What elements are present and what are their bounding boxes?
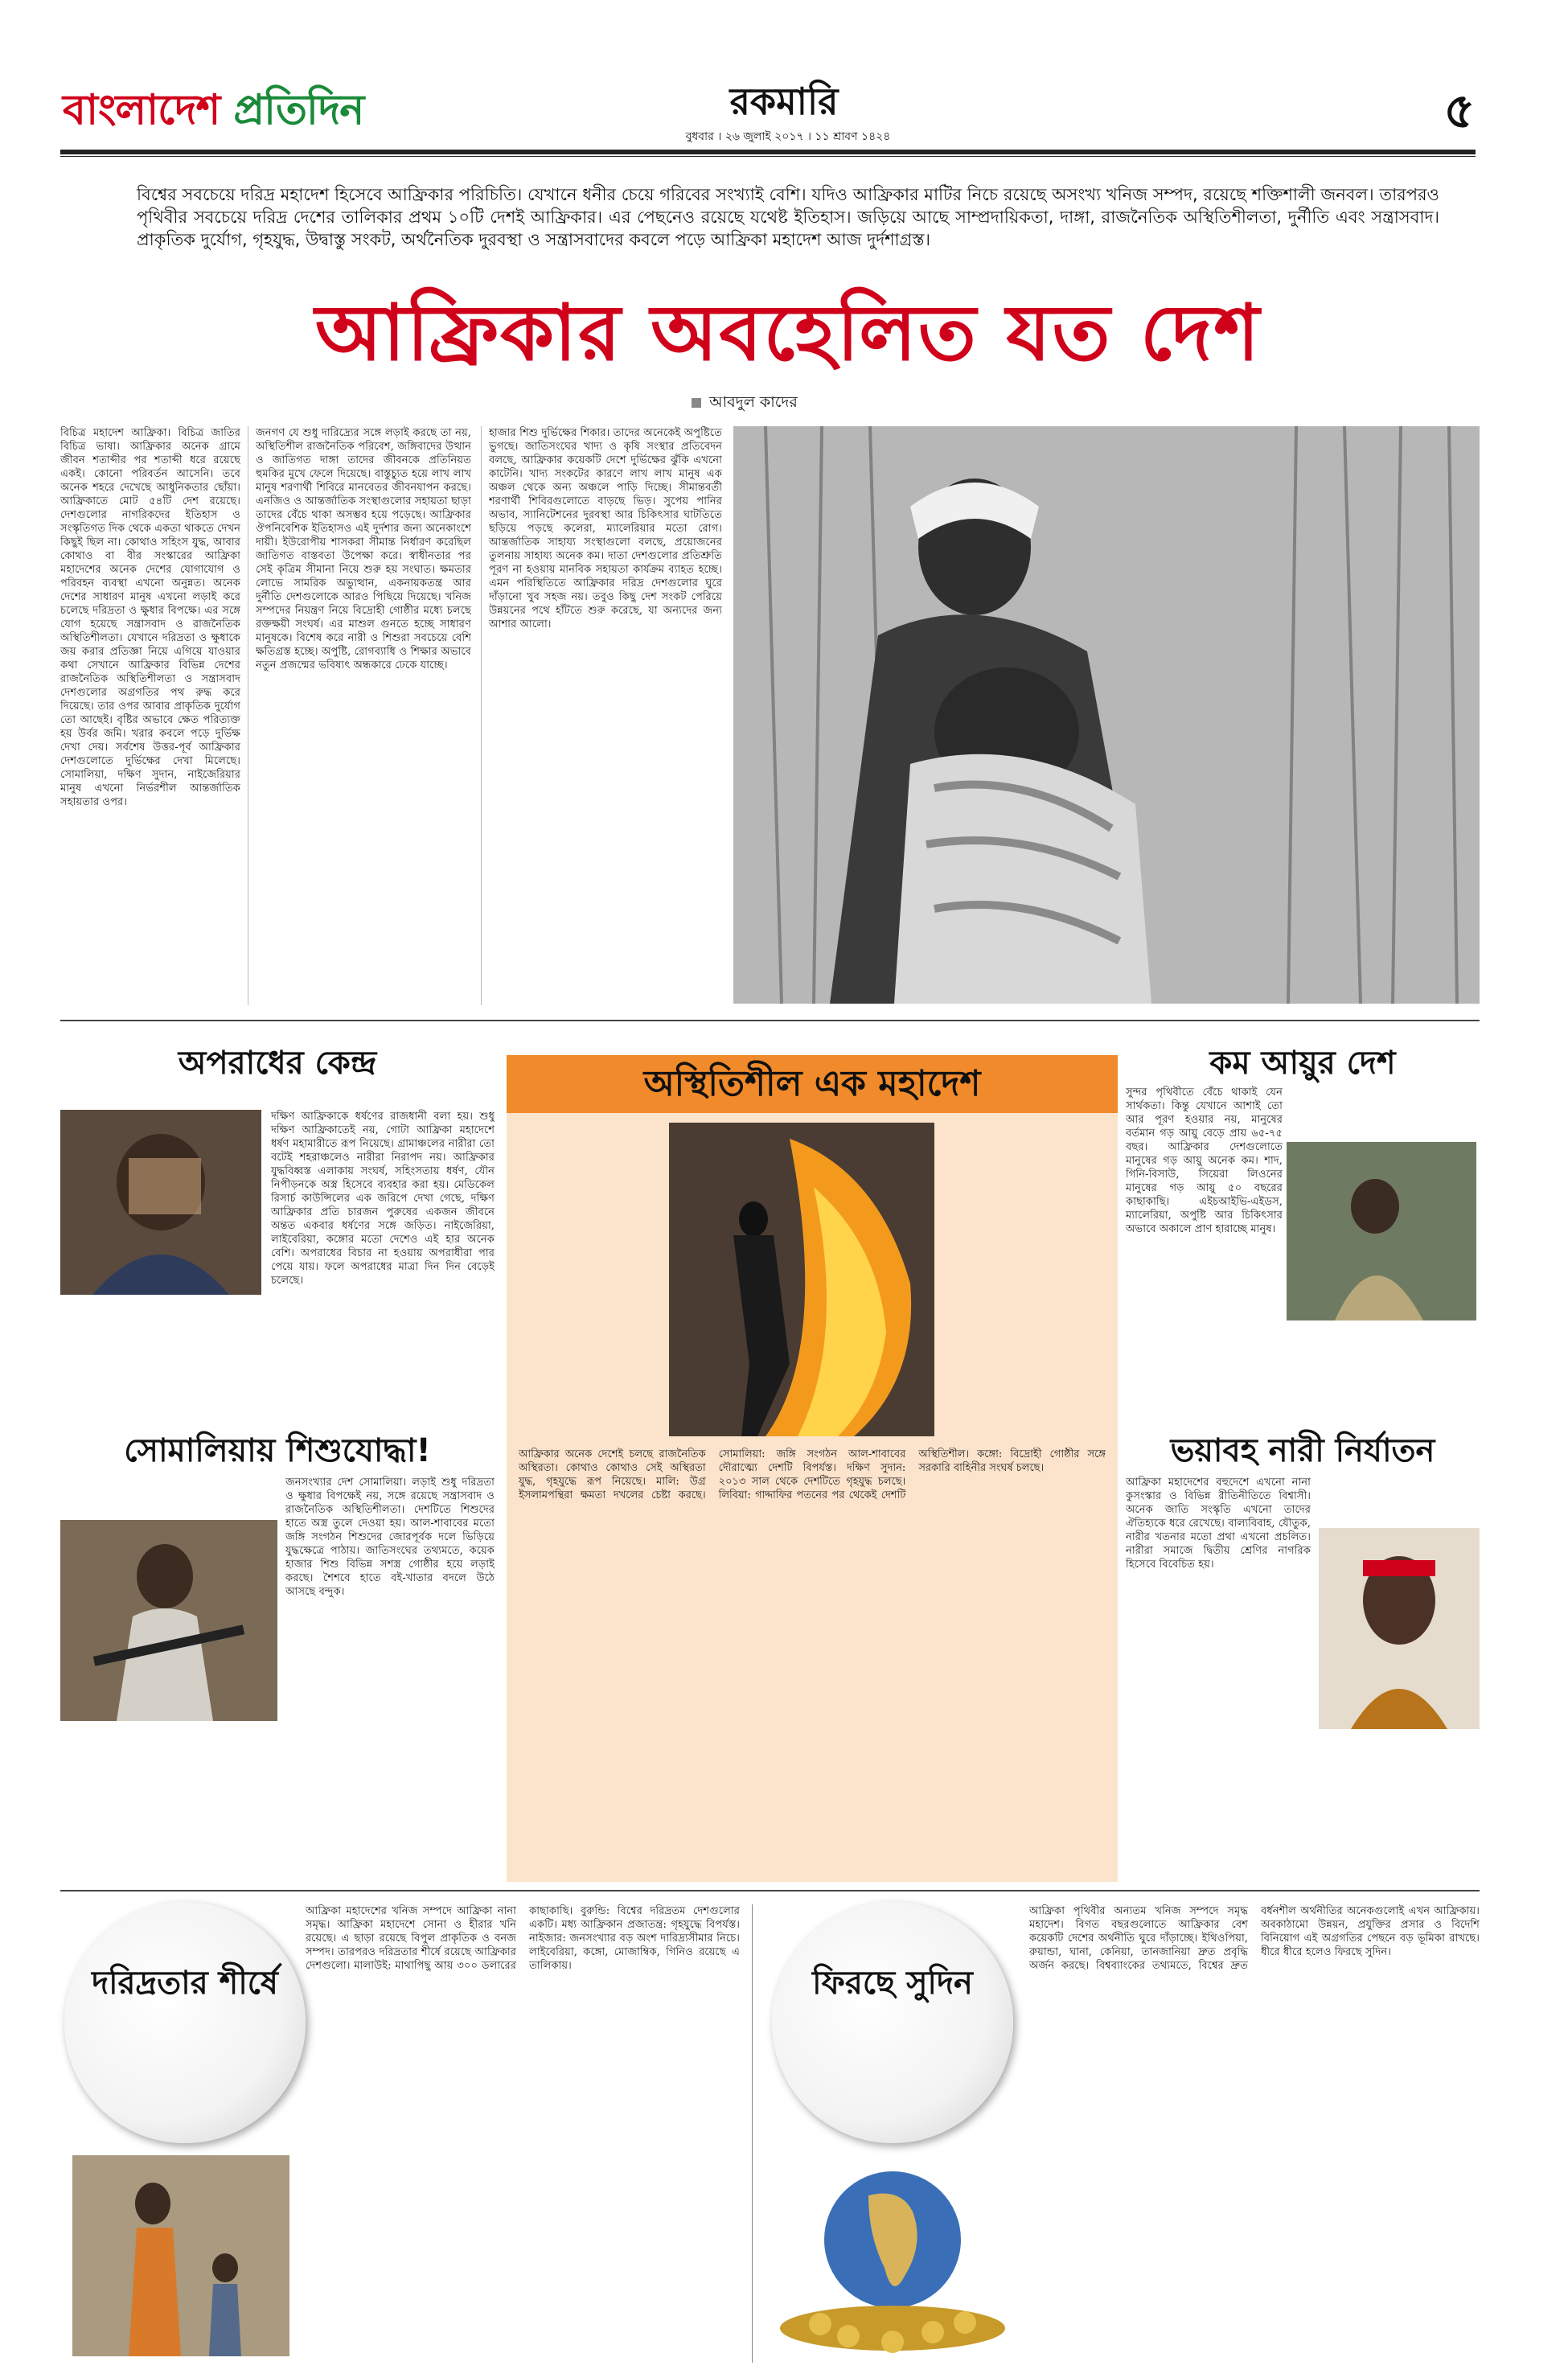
masthead-rule — [60, 150, 1476, 154]
issue-date: বুধবার । ২৬ জুলাই ২০১৭ । ১১ শ্রাবণ ১৪২৪ — [685, 130, 891, 143]
life-section-title: কম আয়ুর দেশ — [1209, 1045, 1396, 1082]
lead-column-3: হাজার শিশু দুর্ভিক্ষের শিকার। তাদের অনেকেই অপুষ্টিতে ভুগছে। জাতিসংঘের খাদ্য ও কৃষি সংস্থার প্রতিবেদন বলছে, আফ্রিকার কয়েকটি দেশে দুর্ভিক্ষের ঝুঁকি এখনো কাটেনি। খাদ্য সংকটের কারণে লাখ লাখ মানুষ এক অঞ্চল থেকে অন্য অঞ্চলে পাড়ি দিচ্ছে। সীমান্তবর্তী শরণার্থী শিবিরগুলোতে বাড়ছে ভিড়। সুপেয় পানির অভাব, স্যানিটেশনের দুরবস্থা আর চিকিৎসার ঘাটতিতে ছড়িয়ে পড়ছে কলেরা, ম্যালেরিয়ার মতো রোগ। আন্তর্জাতিক সাহায্য সংস্থাগুলো বলছে, প্রয়োজনের তুলনায় সাহায্য অনেক কম। দাতা দেশগুলোর প্রতিশ্রুতি পূরণ না হওয়ায় মানবিক সহায়তা কার্যক্রম ব্যাহত হচ্ছে। এমন পরিস্থিতিতে আফ্রিকার দরিদ্র দেশগুলোর ঘুরে দাঁড়ানো খুব সহজ নয়। তবুও কিছু দেশ সংকট পেরিয়ে উন্নয়নের পথে হাঁটতে শুরু করেছে, যা অন্যদের জন্য আশার আলো। — [489, 427, 722, 630]
crime-section-body: দক্ষিণ আফ্রিকাকে ধর্ষণের রাজধানী বলা হয়। শুধু দক্ষিণ আফ্রিকাতেই নয়, গোটা আফ্রিকা মহাদেশে ধর্ষণ মহামারীতে রূপ নিয়েছে। গ্রামাঞ্চলের নারীরা তো বটেই শহরাঞ্চলেও নারীরা নিরাপদ নয়। আফ্রিকার যুদ্ধবিধ্বস্ত এলাকায় সংঘর্ষ, সহিংসতায় ধর্ষণ, যৌন নিপীড়নকে অস্ত্র হিসেবে ব্যবহার করা হয়। মেডিকেল রিসার্চ কাউন্সিলের এক জরিপে দেখা গেছে, দক্ষিণ আফ্রিকার প্রতি চারজন পুরুষের একজন জীবনে অন্তত একবার ধর্ষণের সঙ্গে জড়িত। নাইজেরিয়া, লাইবেরিয়া, কঙ্গোর মতো দেশেও এই হার অনেক বেশি। অপরাধের বিচার না হওয়ায় অপরাধীরা পার পেয়ে যায়। ফলে অপরাধের মাত্রা দিন দিন বেড়েই চলেছে। — [271, 1111, 495, 1287]
life-section-body: সুন্দর পৃথিবীতে বেঁচে থাকাই যেন সার্থকতা। কিন্তু যেখানে আশাই তো আর পূরণ হওয়ার নয়, মানুষের বর্তমান গড় আয়ু বেড়ে প্রায় ৬৫-৭৫ বছর। আফ্রিকার দেশগুলোতে মানুষের গড় আয়ু অনেক কম। শাদ, গিনি-বিসাউ, সিয়েরা লিওনের মানুষের গড় আয়ু ৫০ বছরের কাছাকাছি। এইচআইভি-এইডস, ম্যালেরিয়া, অপুষ্টি আর চিকিৎসার অভাবে অকালে প্রাণ হারাচ্ছে মানুষ। — [1126, 1086, 1283, 1235]
unstable-section-text: আফ্রিকার অনেক দেশেই চলছে রাজনৈতিক অস্থিরতা। কোথাও কোথাও সেই অস্থিরতা যুদ্ধ, গৃহযুদ্ধে রূপ নিয়েছে। মালি: উগ্র ইসলামপন্থিরা ক্ষমতা দখলের চেষ্টা করছে। সোমালিয়া: জঙ্গি সংগঠন আল-শাবাবের দৌরাত্ম্যে দেশটি বিপর্যস্ত। দক্ষিণ সুদান: ২০১৩ সাল থেকে দেশটিতে গৃহযুদ্ধ চলছে। লিবিয়া: গাদ্দাফির পতনের পর থেকেই দেশটি অস্থিতিশীল। কঙ্গো: বিদ্রোহী গোষ্ঠীর সঙ্গে সরকারি বাহিনীর সংঘর্ষ চলছে। — [519, 1448, 1106, 1501]
section-title: রকমারি — [729, 80, 839, 123]
logo-part-2: প্রতিদিন — [233, 86, 364, 134]
somalia-section-title: সোমালিয়ায় শিশুযোদ্ধা! — [124, 1432, 431, 1469]
lead-column-1: বিচিত্র মহাদেশ আফ্রিকা। বিচিত্র জাতির বিচিত্র ভাষা। আফ্রিকার অনেক গ্রামে জীবন শতাব্দীর পর শতাব্দী ধরে রয়েছে একই। কোনো পরিবর্তন আসেনি। তবে অনেক শহরে দেখেছে আধুনিকতার ছোঁয়া। আফ্রিকাতে মোট ৫৪টি দেশ রয়েছে। দেশগুলোর নাগরিকদের ইতিহাস ও সংস্কৃতিগত দিক থেকে একতা থাকতে দেখন কিছুই ছিল না। কোথাও সহিংস যুদ্ধ, আবার কোথাও বা বীর সংস্কারের আফ্রিকা মহাদেশের অনেক দেশের যোগাযোগ ও পরিবহন ব্যবস্থা এখনো অনুন্নত। অনেক দেশের সাধারণ মানুষ এখনো লড়াই করে চলেছে দরিদ্রতা ও ক্ষুধার বিপক্ষে। এর সঙ্গে যোগ হয়েছে সন্ত্রাসবাদ ও রাজনৈতিক অস্থিতিশীলতা। যেখানে দরিদ্রতা ও ক্ষুধাকে জয় করার প্রতিজ্ঞা নিয়ে এগিয়ে যাওয়ার কথা সেখানে আফ্রিকার বিভিন্ন দেশের রাজনৈতিক অস্থিতিশীলতা ও সন্ত্রাসবাদ দেশগুলোর অগ্রগতির পথ রুদ্ধ করে দিয়েছে। তার ওপর আবার প্রাকৃতিক দুর্যোগ তো আছেই। বৃষ্টির অভাবে ক্ষেত পরিত্যক্ত হয় উর্বর জমি। খরার কবলে পড়ে দুর্ভিক্ষ দেখা দেয়। সর্বশেষ উত্তর-পূর্ব আফ্রিকার দেশগুলোতে দুর্ভিক্ষের দেখা মিলেছে। সোমালিয়া, দক্ষিণ সুদান, নাইজেরিয়ার মানুষ এখনো নির্ভরশীল আন্তর্জাতিক সহায়তার ওপর। — [60, 427, 240, 808]
byline-square-icon — [692, 398, 701, 408]
crime-section-text — [60, 1062, 495, 1415]
lead-photo-mother-child — [733, 426, 1480, 1004]
masthead-rule-thin — [60, 156, 1476, 157]
hope-section-text: আফ্রিকা পৃথিবীর অন্যতম খনিজ সম্পদে সমৃদ্ধ মহাদেশ। বিগত বছরগুলোতে আফ্রিকার বেশ কয়েকটি দেশের অর্থনীতি ঘুরে দাঁড়াচ্ছে। ইথিওপিয়া, রুয়ান্ডা, ঘানা, কেনিয়া, তানজানিয়া দ্রুত প্রবৃদ্ধি অর্জন করছে। বিশ্বব্যাংকের তথ্যমতে, বিশ্বের দ্রুত বর্ধনশীল অর্থনীতির অনেকগুলোই এখন আফ্রিকায়। অবকাঠামো উন্নয়ন, প্রযুক্তির প্রসার ও বিদেশি বিনিয়োগ এই অগ্রগতির পেছনে বড় ভূমিকা রাখছে। ধীরে ধীরে হলেও ফিরছে সুদিন। — [1029, 1905, 1480, 1972]
poverty-section-title: দরিদ্রতার শীর্ষে — [92, 1965, 278, 2002]
byline-author: আবদুল কাদের — [709, 393, 798, 411]
newspaper-logo — [63, 77, 363, 147]
section-rule — [60, 1890, 1480, 1891]
women-section-text — [1126, 1476, 1480, 1878]
column-divider — [752, 1904, 753, 2363]
women-section-title: ভয়াবহ নারী নির্যাতন — [1170, 1432, 1435, 1469]
unstable-section-title: অস্থিতিশীল এক মহাদেশ — [507, 1055, 1118, 1113]
unstable-photo-fire — [669, 1123, 934, 1436]
poverty-peel-badge — [64, 1902, 306, 2143]
hope-section-title: ফিরছে সুদিন — [812, 1965, 973, 2002]
poverty-photo-illustration — [72, 2155, 289, 2356]
hope-peel-badge — [772, 1902, 1013, 2143]
crime-section-title: অপরাধের কেন্দ্র — [178, 1045, 377, 1082]
poverty-section-text: আফ্রিকা মহাদেশের খনিজ সম্পদে আফ্রিকা নানা সমৃদ্ধ। আফ্রিকা মহাদেশে সোনা ও হীরার খনি রয়েছে। এ ছাড়া রয়েছে বিপুল প্রাকৃতিক ও বনজ সম্পদ। তারপরও দরিদ্রতার শীর্ষে রয়েছে আফ্রিকার দেশগুলো। মালাউই: মাথাপিছু আয় ৩০০ ডলারের কাছাকাছি। বুরুন্ডি: বিশ্বের দরিদ্রতম দেশগুলোর একটি। মধ্য আফ্রিকান প্রজাতন্ত্র: গৃহযুদ্ধে বিপর্যস্ত। নাইজার: জনসংখ্যার বড় অংশ দারিদ্র্যসীমার নিচে। লাইবেরিয়া, কঙ্গো, মোজাম্বিক, গিনিও রয়েছে এ তালিকায়। — [306, 1905, 740, 1972]
page-number: ৫ — [1443, 83, 1476, 139]
logo-part-1: বাংলাদেশ — [63, 86, 234, 134]
life-section-text — [1126, 1086, 1480, 1423]
somalia-section-body: জনসংখ্যার দেশ সোমালিয়া। লড়াই শুধু দরিদ্রতা ও ক্ষুধার বিপক্ষেই নয়, সঙ্গে রয়েছে সন্ত্রাসবাদ ও রাজনৈতিক অস্থিতিশীলতা। দেশটিতে শিশুদের হাতে অস্ত্র তুলে দেওয়া হয়। আল-শাবাবের মতো জঙ্গি সংগঠন শিশুদের জোরপূর্বক দলে ভিড়িয়ে যুদ্ধক্ষেত্রে পাঠায়। জাতিসংঘের তথ্যমতে, কয়েক হাজার শিশু বিভিন্ন সশস্ত্র গোষ্ঠীর হয়ে লড়াই করছে। শৈশবে হাতে বই-খাতার বদলে উঠে আসছে বন্দুক। — [285, 1477, 495, 1598]
section-rule — [60, 1020, 1480, 1021]
somalia-section-text — [60, 1476, 495, 1878]
unstable-photo-illustration — [669, 1123, 934, 1436]
byline — [692, 391, 1013, 417]
intro-paragraph: বিশ্বের সবচেয়ে দরিদ্র মহাদেশ হিসেবে আফ্রিকার পরিচিতি। যেখানে ধনীর চেয়ে গরিবের সংখ্যাই বেশি। যদিও আফ্রিকার মাটির নিচে রয়েছে অসংখ্য খনিজ সম্পদ, রয়েছে শক্তিশালী জনবল। তারপরও পৃথিবীর সবচেয়ে দরিদ্র দেশের তালিকার প্রথম ১০টি দেশই আফ্রিকার। এর পেছনেও রয়েছে যথেষ্ট ইতিহাস। জড়িয়ে আছে সাম্প্রদায়িকতা, দাঙ্গা, রাজনৈতিক অস্থিতিশীলতা, দুর্নীতি এবং সন্ত্রাসবাদ। প্রাকৃতিক দুর্যোগ, গৃহযুদ্ধ, উদ্বাস্তু সংকট, অর্থনৈতিক দুরবস্থা ও সন্ত্রাসবাদের কবলে পড়ে আফ্রিকা মহাদেশ আজ দুর্দশাগ্রস্ত। — [137, 185, 1439, 249]
hope-photo-globe — [772, 2163, 1013, 2356]
column-divider — [481, 426, 482, 1005]
women-section-body: আফ্রিকা মহাদেশের বহুদেশে এখনো নানা কুসংস্কার ও বিভিন্ন রীতিনীতিতে বিশ্বাসী। অনেক জাতি সংস্কৃতি এখনো তাদের ঐতিহ্যকে ধরে রেখেছে। বাল্যবিবাহ, যৌতুক, নারীর খতনার মতো প্রথা এখনো প্রচলিত। নারীরা সমাজে দ্বিতীয় শ্রেণির নাগরিক হিসেবে বিবেচিত হয়। — [1126, 1477, 1311, 1571]
main-headline: আফ্রিকার অবহেলিত যত দেশ — [314, 288, 1262, 378]
lead-photo-illustration — [733, 426, 1480, 1004]
hope-photo-illustration — [772, 2163, 1013, 2356]
poverty-photo — [72, 2155, 289, 2356]
lead-column-2: জনগণ যে শুধু দারিদ্র্যের সঙ্গে লড়াই করছে তা নয়, অস্থিতিশীল রাজনৈতিক পরিবেশ, জঙ্গিবাদের উত্থান ও জাতিগত দাঙ্গা তাদের জীবনকে প্রতিনিয়ত হুমকির মুখে ফেলে দিয়েছে। বাস্তুচ্যুত হয়ে লাখ লাখ মানুষ শরণার্থী শিবিরে মানবেতর জীবনযাপন করছে। এনজিও ও আন্তর্জাতিক সংস্থাগুলোর সহায়তা ছাড়া তাদের বেঁচে থাকা অসম্ভব হয়ে পড়েছে। আফ্রিকার ঔপনিবেশিক ইতিহাসও এই দুর্দশার জন্য অনেকাংশে দায়ী। ইউরোপীয় শাসকরা সীমান্ত নির্ধারণ করেছিল জাতিগত বাস্তবতা উপেক্ষা করে। স্বাধীনতার পর সেই কৃত্রিম সীমানা নিয়ে শুরু হয় সংঘাত। ক্ষমতার লোভে সামরিক অভ্যুত্থান, একনায়কতন্ত্র আর দুর্নীতি দেশগুলোকে আরও পিছিয়ে দিয়েছে। খনিজ সম্পদের নিয়ন্ত্রণ নিয়ে বিদ্রোহী গোষ্ঠীর মধ্যে চলছে রক্তক্ষয়ী সংঘর্ষ। এর মাশুল গুনতে হচ্ছে সাধারণ মানুষকে। বিশেষ করে নারী ও শিশুরা সবচেয়ে বেশি ক্ষতিগ্রস্ত হচ্ছে। অপুষ্টি, রোগব্যাধি ও শিক্ষার অভাবে নতুন প্রজন্মের ভবিষ্যৎ অন্ধকারে ঢেকে যাচ্ছে। — [256, 427, 471, 672]
